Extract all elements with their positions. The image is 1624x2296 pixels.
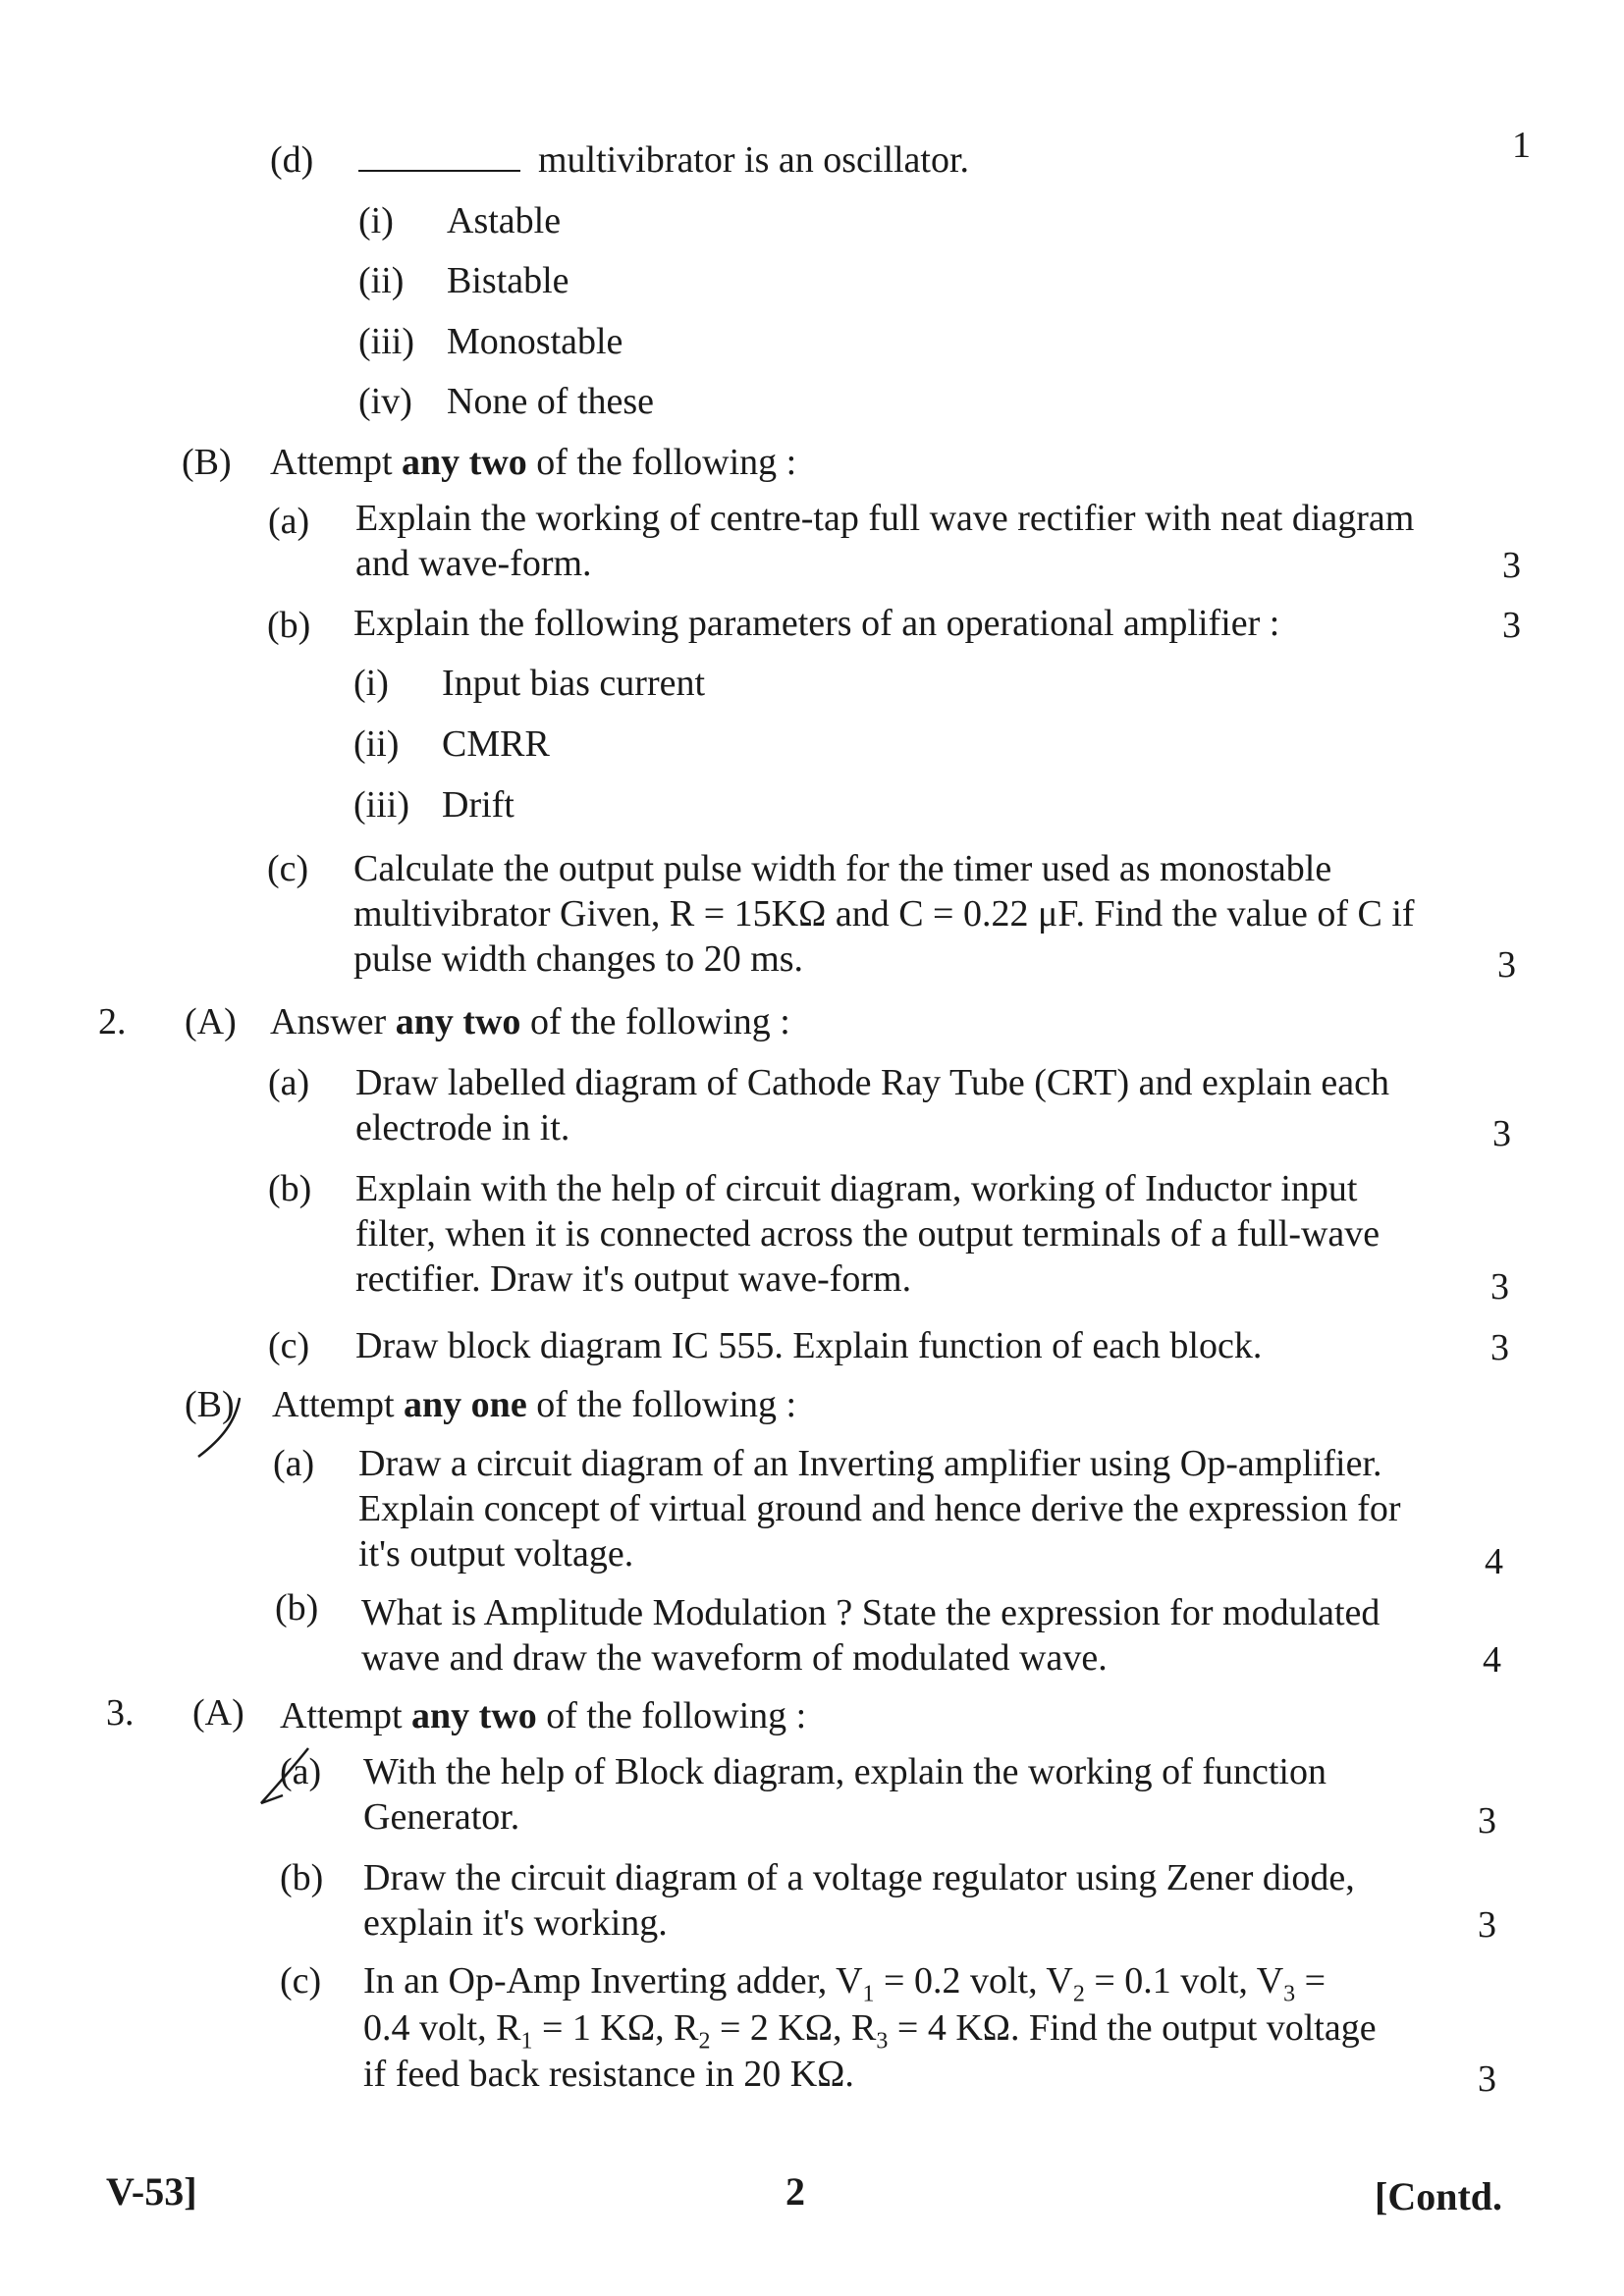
item-text: CMRR — [442, 723, 550, 765]
subscript: 3 — [1283, 1981, 1296, 2007]
continued-label: [Contd. — [1375, 2174, 1503, 2218]
heading-text: Attempt — [280, 1695, 403, 1736]
text: = 0.1 volt, V — [1084, 1960, 1284, 2002]
q2-B-a-label: (a) — [273, 1443, 315, 1484]
subscript: 1 — [520, 2028, 533, 2055]
q1-d-question — [358, 137, 969, 183]
q2-B-b-label: (b) — [275, 1587, 319, 1629]
q2-A-heading — [270, 999, 790, 1044]
q2-B-label: (B) — [185, 1384, 235, 1425]
q2-B-b-marks: 4 — [1483, 1639, 1501, 1681]
option-num: (iv) — [358, 381, 412, 422]
item-num: (iii) — [353, 784, 409, 826]
text: 0.4 volt, R — [363, 2007, 521, 2049]
heading-text: of the following : — [536, 442, 797, 483]
subscript: 3 — [876, 2028, 889, 2055]
q1-B-heading — [270, 440, 796, 485]
text: = 2 KΩ, R — [710, 2007, 877, 2049]
option-text: Monostable — [447, 321, 623, 362]
answer-blank — [358, 140, 520, 172]
q2-A-a-marks: 3 — [1492, 1113, 1511, 1154]
q1-d-label: (d) — [270, 139, 314, 181]
q1-B-b-marks: 3 — [1502, 605, 1521, 646]
q1-d-marks: 1 — [1512, 125, 1531, 166]
heading-emphasis: any two — [395, 1001, 521, 1042]
q3-A-b-marks: 3 — [1478, 1904, 1496, 1946]
item-num: (i) — [353, 663, 389, 704]
q1-B-c-marks: 3 — [1497, 944, 1516, 986]
q3-A-c-marks: 3 — [1478, 2058, 1496, 2100]
heading-text: of the following : — [546, 1695, 807, 1736]
q2-A-label: (A) — [185, 1001, 237, 1042]
q1-B-c-label: (c) — [267, 848, 309, 889]
q1-B-b-label: (b) — [267, 605, 311, 646]
option-text: Bistable — [447, 260, 569, 301]
q2-A-a-label: (a) — [268, 1062, 310, 1103]
q3-A-a-marks: 3 — [1478, 1800, 1496, 1842]
q2-A-b-text: Explain with the help of circuit diagram, working of Inductor input filter, when it is connected across the output terminals of a full-wave rectifier. Draw it's output wave-form. — [355, 1168, 1380, 1300]
page-number: 2 — [785, 2169, 805, 2214]
q3-A-c-line3: if feed back resistance in 20 KΩ. — [363, 2054, 854, 2095]
q3-A-a-label: (a) — [280, 1751, 322, 1792]
option-text: Astable — [447, 200, 562, 241]
text: In an Op-Amp Inverting adder, V — [363, 1960, 863, 2002]
pen-tick-mark — [192, 1392, 251, 1461]
q2-A-c-text: Draw block diagram IC 555. Explain function of each block. — [355, 1325, 1263, 1366]
q3-A-b-label: (b) — [280, 1857, 324, 1898]
q1-B-label: (B) — [182, 442, 232, 483]
q2-A-c-label: (c) — [268, 1325, 310, 1366]
text: = 1 KΩ, R — [532, 2007, 699, 2049]
q2-B-a-text: Draw a circuit diagram of an Inverting amplifier using Op-amplifier. Explain concept of virtual ground and hence derive the expression for it's output voltage. — [358, 1443, 1401, 1575]
item-text: Drift — [442, 784, 514, 826]
subscript: 2 — [698, 2028, 711, 2055]
q1-B-a-marks: 3 — [1502, 545, 1521, 586]
text: = 4 KΩ. Find the output voltage — [888, 2007, 1377, 2049]
q2-A-c-marks: 3 — [1490, 1327, 1509, 1368]
q2-B-b-text: What is Amplitude Modulation ? State the expression for modulated wave and draw the waveform of modulated wave. — [361, 1592, 1380, 1679]
q1-B-c-text: Calculate the output pulse width for the timer used as monostable multivibrator Given, R = 15KΩ and C = 0.22 μF. Find the value of C if pulse width changes to 20 ms. — [353, 848, 1415, 980]
q2-A-b-marks: 3 — [1490, 1266, 1509, 1308]
subscript: 2 — [1072, 1981, 1085, 2007]
q3-A-heading — [280, 1693, 806, 1738]
heading-text: Attempt — [270, 442, 393, 483]
item-num: (ii) — [353, 723, 400, 765]
paper-code: V-53] — [106, 2169, 197, 2214]
q3-A-a-text: With the help of Block diagram, explain the working of function Generator. — [363, 1751, 1326, 1838]
text: = — [1295, 1960, 1326, 2002]
q2-A-a-text: Draw labelled diagram of Cathode Ray Tube (CRT) and explain each electrode in it. — [355, 1062, 1389, 1148]
q3-A-c-label: (c) — [280, 1960, 322, 2002]
q2-A-b-label: (b) — [268, 1168, 312, 1209]
q2-B-a-marks: 4 — [1485, 1541, 1503, 1582]
q3-A-c-line2 — [363, 2005, 1377, 2055]
item-text: Input bias current — [442, 663, 706, 704]
heading-text: Attempt — [272, 1384, 395, 1425]
pen-tick-mark — [253, 1742, 322, 1811]
option-num: (i) — [358, 200, 394, 241]
q2-number: 2. — [98, 1001, 127, 1042]
option-text: None of these — [447, 381, 655, 422]
subscript: 1 — [862, 1981, 875, 2007]
option-num: (ii) — [358, 260, 405, 301]
q1-d-text: multivibrator is an oscillator. — [538, 139, 970, 181]
q3-A-b-text: Draw the circuit diagram of a voltage regulator using Zener diode, explain it's working. — [363, 1857, 1355, 1944]
q3-number: 3. — [106, 1692, 135, 1734]
text: = 0.2 volt, V — [874, 1960, 1073, 2002]
q1-B-b-text: Explain the following parameters of an operational amplifier : — [353, 603, 1280, 644]
option-num: (iii) — [358, 321, 414, 362]
heading-text: of the following : — [529, 1001, 790, 1042]
q3-A-label: (A) — [192, 1692, 244, 1734]
heading-emphasis: any one — [404, 1384, 527, 1425]
heading-emphasis: any two — [411, 1695, 537, 1736]
heading-text: of the following : — [536, 1384, 797, 1425]
q1-B-a-text: Explain the working of centre-tap full wave rectifier with neat diagram and wave-form. — [355, 498, 1415, 584]
heading-text: Answer — [270, 1001, 387, 1042]
q3-A-c-line1 — [363, 1958, 1326, 2007]
q1-B-a-label: (a) — [268, 501, 310, 542]
heading-emphasis: any two — [402, 442, 527, 483]
q2-B-heading — [272, 1382, 796, 1427]
